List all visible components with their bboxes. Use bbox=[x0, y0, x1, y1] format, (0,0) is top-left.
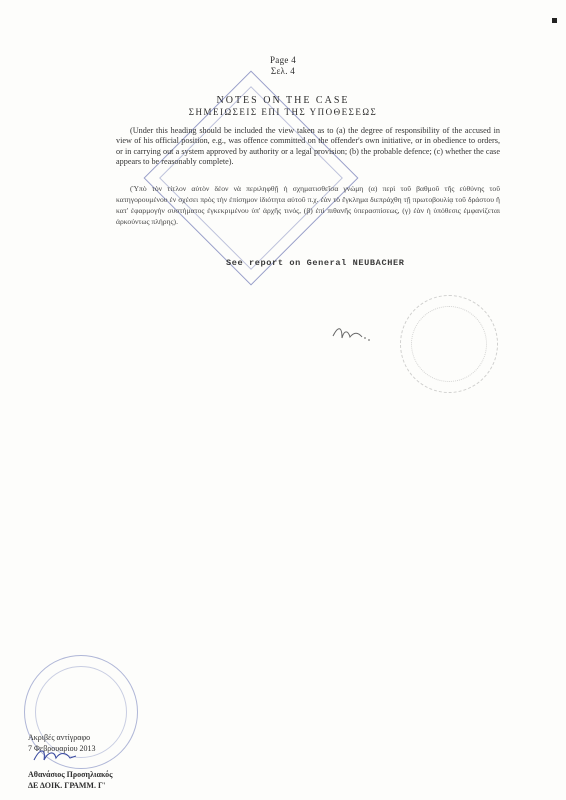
page-title: NOTES ON THE CASE bbox=[216, 95, 350, 106]
corner-mark bbox=[552, 18, 557, 23]
page-title-greek: ΣΗΜΕΙΩΣΕΙΣ ΕΠΙ ΤΗΣ ΥΠΟΘΕΣΕΩΣ bbox=[188, 107, 378, 117]
instructions-english: (Under this heading should be included the view taken as to (a) the degree of responsibility of the accused in view of his official position, e.g., was offence committed on the offender's own initiative, or in obedience to orders, or in carrying out a system approved by authority or a legal provision; (b) the probable defence; (c) whether the case appears to be reasonably complete). bbox=[116, 126, 500, 167]
certification-date: 7 Φεβρουαρίου 2013 bbox=[28, 744, 96, 753]
typed-note: See report on General NEUBACHER bbox=[226, 258, 405, 268]
certified-copy-label: Ακριβές αντίγραφο bbox=[28, 733, 91, 742]
signatory-name: Αθανάσιος Προσηλιακός bbox=[28, 770, 113, 779]
handwritten-signature bbox=[30, 742, 80, 768]
page-label-greek: Σελ. 4 bbox=[270, 66, 296, 76]
department-label: ΔΕ ΔΟΙΚ. ΓΡΑΜΜ. Γ' bbox=[28, 781, 106, 790]
instructions-greek: (Ὑπὸ τὸν τίτλον αὐτὸν δέον νὰ περιληφθῇ ἡ σχηματισθεῖσα γνώμη (α) περὶ τοῦ βαθμοῦ τῆς εὐθύνης τοῦ κατηγορουμένου ἐν σχέσει πρὸς τὴν ἐπίσημον ἰδιότητα αὐτοῦ π.χ. ἐὰν τὸ ἔγκλημα διεπράχθη τῇ πρωτοβουλίᾳ τοῦ δράστου ἢ κατ' ἐφαρμογὴν συστήματος ἐγκεκριμένου ὑπ' ἀρχῆς τινός, (β) ἐπὶ πιθανῆς ὑπερασπίσεως, (γ) ἐὰν ἡ ὑπόθεσις ἐμφανίζεται ἀρκούντως πλήρης). bbox=[116, 184, 500, 226]
handwritten-initials bbox=[330, 322, 372, 344]
faded-round-stamp bbox=[400, 295, 498, 393]
page-label: Page 4 bbox=[269, 55, 297, 65]
